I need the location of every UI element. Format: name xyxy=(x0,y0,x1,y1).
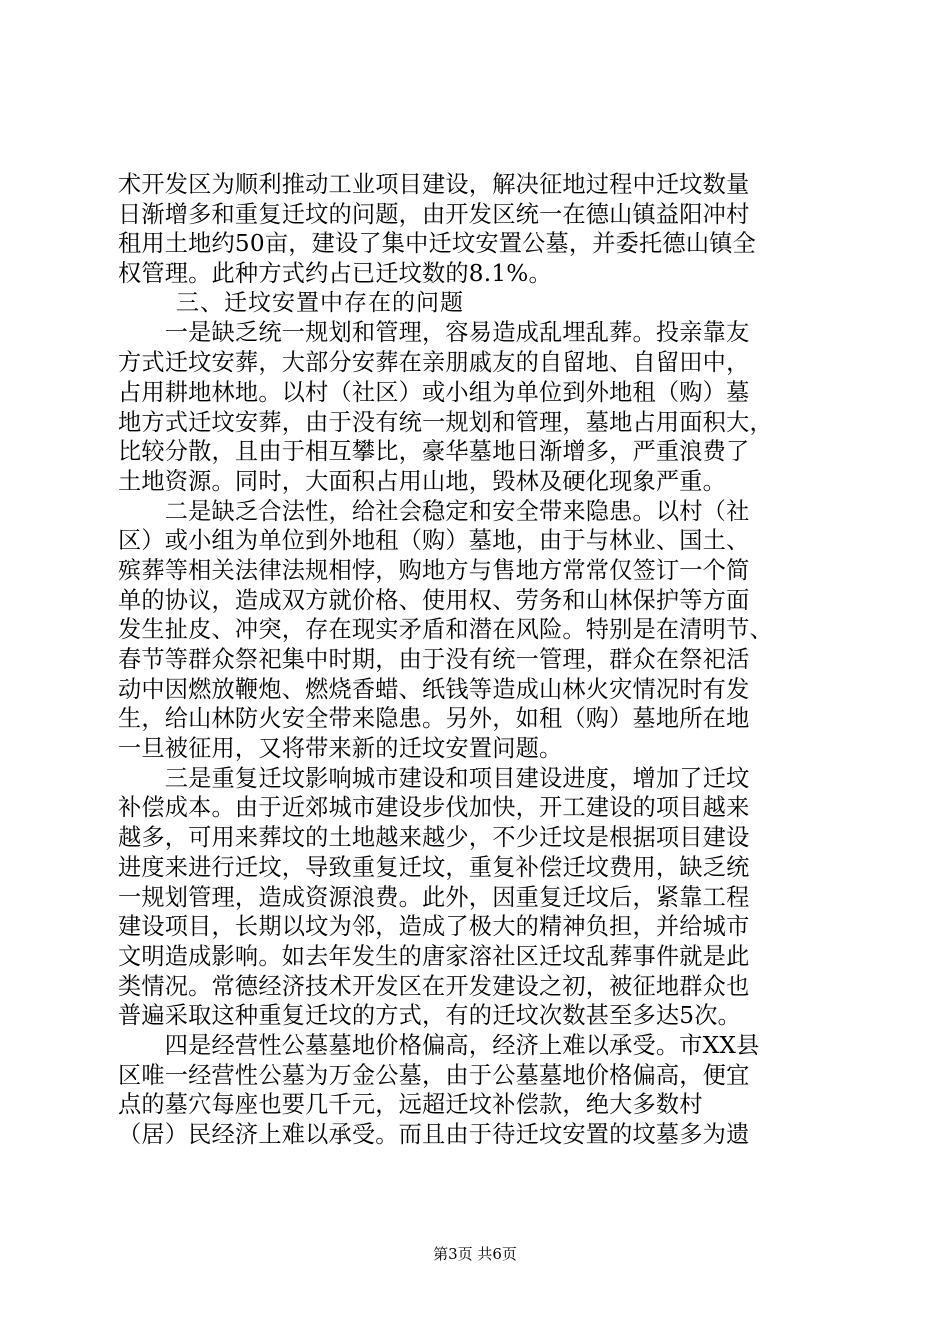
document-body xyxy=(118,170,830,1150)
body-line: 一旦被征用，又将带来新的迁坟安置问题。 xyxy=(118,735,563,763)
body-line: 占用耕地林地。以村（社区）或小组为单位到外地租（购）墓 xyxy=(118,378,750,406)
body-line: 越多，可用来葬坟的土地越来越少，不少迁坟是根据项目建设 xyxy=(118,824,750,852)
body-line: 三是重复迁坟影响城市建设和项目建设进度，增加了迁坟 xyxy=(118,764,750,792)
body-line: 权管理。此种方式约占已迁坟数的8.1%。 xyxy=(118,260,552,288)
body-line: 补偿成本。由于近郊城市建设步伐加快，开工建设的项目越来 xyxy=(118,794,750,822)
page-footer: 第3页 共6页 xyxy=(433,1245,517,1263)
body-line: 术开发区为顺利推动工业项目建设，解决征地过程中迁坟数量 xyxy=(118,171,750,198)
body-line: 地方式迁坟安葬，由于没有统一规划和管理，墓地占用面积大， xyxy=(118,408,773,436)
body-line: 四是经营性公墓墓地价格偏高，经济上难以承受。市XX县 xyxy=(118,1031,760,1059)
body-line: 建设项目，长期以坟为邻，造成了极大的精神负担，并给城市 xyxy=(118,913,750,941)
body-line: 区）或小组为单位到外地租（购）墓地，由于与林业、国土、 xyxy=(118,527,750,555)
body-line: 方式迁坟安葬，大部分安葬在亲朋戚友的自留地、自留田中， xyxy=(118,349,750,377)
body-line: 类情况。常德经济技术开发区在开发建设之初，被征地群众也 xyxy=(118,972,750,1000)
body-line: 动中因燃放鞭炮、燃烧香蜡、纸钱等造成山林火灾情况时有发 xyxy=(118,675,750,703)
body-line: 一是缺乏统一规划和管理，容易造成乱埋乱葬。投亲靠友 xyxy=(118,319,750,347)
body-line: 文明造成影响。如去年发生的唐家溶社区迁坟乱葬事件就是此 xyxy=(118,942,750,970)
body-line: 进度来进行迁坟，导致重复迁坟，重复补偿迁坟费用，缺乏统 xyxy=(118,853,750,881)
body-line: 春节等群众祭祀集中时期，由于没有统一管理，群众在祭祀活 xyxy=(118,646,750,673)
body-line: 日渐增多和重复迁坟的问题，由开发区统一在德山镇益阳冲村 xyxy=(118,200,750,228)
body-line: 普遍采取这种重复迁坟的方式，有的迁坟次数甚至多达5次。 xyxy=(118,1002,742,1030)
body-line: （居）民经济上难以承受。而且由于待迁坟安置的坟墓多为遗 xyxy=(118,1121,750,1148)
body-line: 租用土地约50亩，建设了集中迁坟安置公墓，并委托德山镇全 xyxy=(118,230,756,258)
body-line: 单的协议，造成双方就价格、使用权、劳务和山林保护等方面 xyxy=(118,586,750,614)
body-line: 点的墓穴每座也要几千元，远超迁坟补偿款，绝大多数村 xyxy=(118,1091,703,1119)
body-line: 生，给山林防火安全带来隐患。另外，如租（购）墓地所在地 xyxy=(118,705,750,733)
body-line: 二是缺乏合法性，给社会稳定和安全带来隐患。以村（社 xyxy=(118,497,750,525)
body-line: 区唯一经营性公墓为万金公墓，由于公墓墓地价格偏高，便宜 xyxy=(118,1061,750,1089)
body-line: 土地资源。同时，大面积占用山地，毁林及硬化现象严重。 xyxy=(118,467,727,495)
body-line: 一规划管理，造成资源浪费。此外，因重复迁坟后，紧靠工程 xyxy=(118,883,750,911)
body-line: 比较分散，且由于相互攀比，豪华墓地日渐增多，严重浪费了 xyxy=(118,438,750,466)
body-line: 殡葬等相关法律法规相悖，购地方与售地方常常仅签订一个简 xyxy=(118,556,750,584)
section-heading: 三、迁坟安置中存在的问题 xyxy=(176,289,464,316)
body-line: 发生扯皮、冲突，存在现实矛盾和潜在风险。特别是在清明节、 xyxy=(118,616,773,644)
